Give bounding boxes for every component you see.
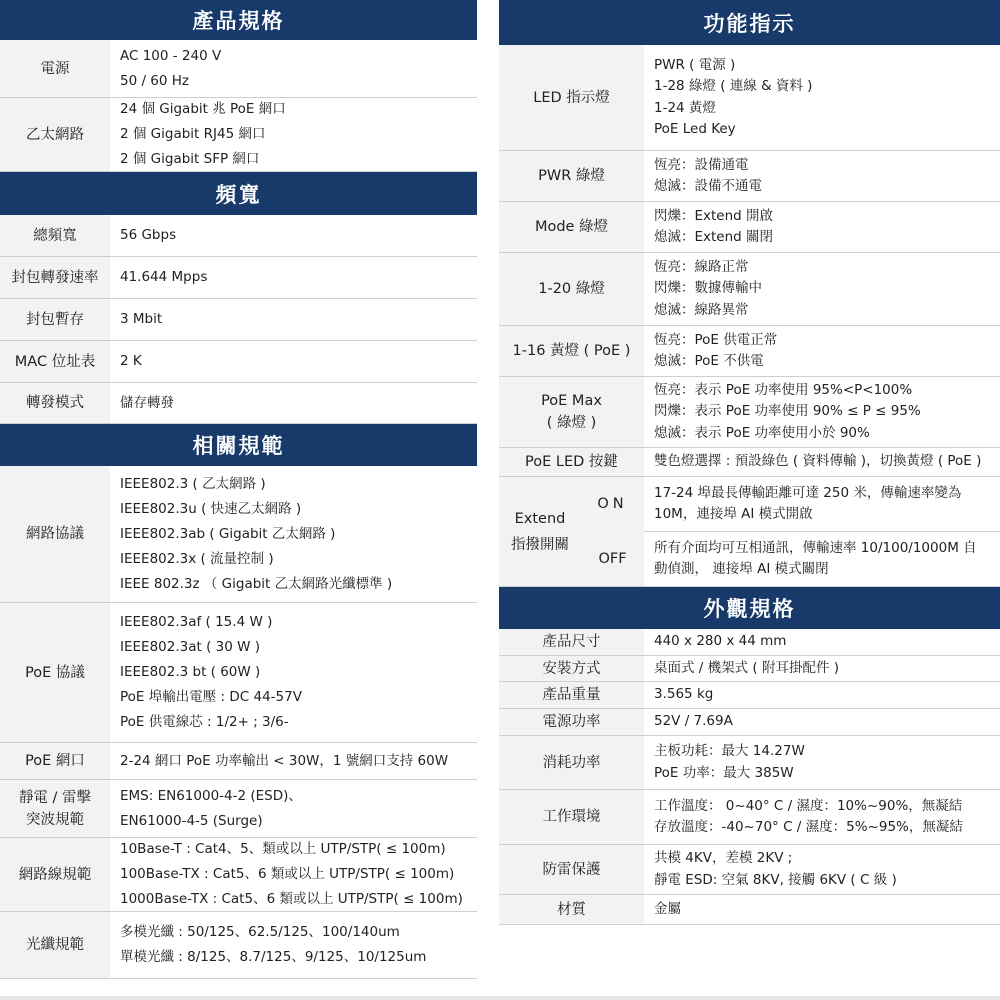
- row-value-line: IEEE802.3af ( 15.4 W ): [120, 614, 273, 630]
- row-value-line: 恆亮：設備通電: [654, 156, 749, 173]
- row-value-line: 桌面式 / 機架式 ( 附耳掛配件 ): [654, 659, 840, 676]
- row-value: [644, 151, 1000, 202]
- row-value-line: 閃爍：數據傳輸中: [654, 280, 762, 297]
- bandwidth-section-title: 頻寬: [215, 182, 262, 207]
- row-label: 1-20 綠燈: [499, 253, 644, 326]
- function-section-title: 功能指示: [703, 11, 796, 36]
- row-label: PoE 網口: [0, 743, 110, 780]
- appearance-section-title: 外觀規格: [703, 597, 796, 621]
- row-value-line: 1-28 綠燈 ( 連線 & 資料 ): [654, 78, 813, 94]
- row-label: 光纖規範: [0, 912, 110, 979]
- row-label: 總頻寬: [0, 215, 110, 257]
- extend-on-line: 10M，連接埠 AI 模式開啟: [654, 506, 813, 522]
- row-value: [644, 656, 1000, 682]
- row-label: 消耗功率: [499, 736, 644, 790]
- row-label: PoE LED 按鍵: [499, 448, 644, 477]
- row-value: [644, 326, 1000, 377]
- row-value-line: 3.565 kg: [654, 686, 714, 703]
- row-value-line: EN61000-4-5 (Surge): [120, 812, 263, 829]
- row-value-line: 恆亮：表示 PoE 功率使用 95%<P<100%: [654, 381, 913, 398]
- extend-off-value: [644, 532, 1000, 587]
- row-label: 封包暫存: [0, 299, 110, 341]
- row-value-line: 2-24 網口 PoE 功率輸出 < 30W，1 號網口支持 60W: [120, 752, 449, 769]
- row-value-line: 50 / 60 Hz: [120, 72, 190, 89]
- bottom-divider: [0, 996, 1000, 1000]
- row-label: 工作環境: [499, 790, 644, 845]
- spec-section-header: [0, 0, 477, 40]
- row-value-line: IEEE802.3 ( 乙太網路 ): [120, 475, 266, 492]
- row-value: [110, 780, 477, 838]
- row-value: [644, 253, 1000, 326]
- row-label: 產品尺寸: [499, 629, 644, 656]
- row-label: 電源: [0, 40, 110, 98]
- spec-table: [0, 40, 477, 172]
- row-label: 安裝方式: [499, 656, 644, 682]
- row-value-line: 440 x 280 x 44 mm: [654, 633, 787, 650]
- row-value: [110, 40, 477, 98]
- row-label: 網路線規範: [0, 838, 110, 912]
- row-value: [110, 341, 477, 383]
- row-value-line: PWR ( 電源 ): [654, 56, 736, 73]
- spec-section-title: 產品規格: [192, 9, 285, 33]
- row-value-line: 恆亮：PoE 供電正常: [654, 331, 778, 348]
- row-value-line: IEEE802.3u ( 快速乙太網路 ): [120, 500, 302, 517]
- row-value-line: 2 個 Gigabit SFP 網口: [120, 151, 260, 167]
- row-value-line: 雙色燈選擇 : 預設綠色 ( 資料傳輸 )，切換黃燈 ( PoE ): [654, 453, 982, 470]
- row-value: [644, 682, 1000, 709]
- right-column: [499, 0, 1000, 925]
- row-value-line: 1000Base-TX : Cat5、6 類或以上 UTP/STP( ≤ 100m): [120, 891, 463, 907]
- row-value-line: 熄滅：Extend 關閉: [654, 229, 774, 245]
- extend-off-label: OFF: [598, 550, 627, 567]
- row-value: [110, 299, 477, 341]
- row-label: 轉發模式: [0, 383, 110, 424]
- row-value: [644, 790, 1000, 845]
- row-label: 產品重量: [499, 682, 644, 709]
- row-value-line: 熄滅：線路異常: [654, 301, 749, 318]
- bandwidth-table: [0, 215, 477, 424]
- row-label: 材質: [499, 895, 644, 925]
- row-value-line: 閃爍：表示 PoE 功率使用 90% ≤ P ≤ 95%: [654, 403, 921, 420]
- row-value-line: 41.644 Mpps: [120, 269, 208, 285]
- row-value: [110, 383, 477, 424]
- row-value: [110, 603, 477, 743]
- row-value-line: IEEE802.3at ( 30 W ): [120, 639, 261, 655]
- row-value-line: 多模光纖 : 50/125、62.5/125、100/140um: [120, 924, 400, 940]
- row-label: MAC 位址表: [0, 341, 110, 383]
- row-value-line: 主板功耗：最大 14.27W: [654, 743, 805, 759]
- row-value-line: IEEE802.3ab ( Gigabit 乙太網路 ): [120, 525, 336, 542]
- row-value: [644, 45, 1000, 151]
- row-value-line: 共模 4KV，差模 2KV ;: [654, 850, 793, 866]
- row-label: LED 指示燈: [499, 45, 644, 151]
- row-value: [644, 202, 1000, 253]
- row-label: PoE 協議: [0, 603, 110, 743]
- row-value: [644, 709, 1000, 736]
- row-value: [110, 912, 477, 979]
- row-value-line: 52V / 7.69A: [654, 713, 733, 730]
- row-label: 電源功率: [499, 709, 644, 736]
- extend-on-value: [644, 477, 1000, 532]
- row-value-line: 熄滅：設備不通電: [654, 178, 762, 194]
- row-label: 乙太網路: [0, 98, 110, 172]
- row-label: PWR 綠燈: [499, 151, 644, 202]
- row-value: [644, 629, 1000, 656]
- function-section-header: [499, 0, 1000, 45]
- row-value-line: 工作溫度： 0~40° C / 濕度：10%~90%，無凝結: [654, 797, 963, 814]
- appearance-table: [499, 629, 1000, 925]
- row-value-line: IEEE802.3 bt ( 60W ): [120, 664, 261, 680]
- row-value-line: EMS: EN61000-4-2 (ESD)、: [120, 787, 302, 804]
- row-label: 網路協議: [0, 466, 110, 603]
- row-value-line: 存放溫度：-40~70° C / 濕度：5%~95%，無凝結: [654, 819, 963, 835]
- row-value: [644, 736, 1000, 790]
- extend-on-line: 17-24 埠最長傳輸距離可達 250 米，傳輸速率變為: [654, 484, 962, 501]
- extend-switch-label: [499, 477, 644, 587]
- row-label: 1-16 黃燈 ( PoE ): [499, 326, 644, 377]
- appearance-section-header: [499, 587, 1000, 629]
- row-value-line: PoE 功率：最大 385W: [654, 764, 794, 781]
- row-value-line: 1-24 黃燈: [654, 99, 716, 116]
- row-value-line: 10Base-T : Cat4、5、類或以上 UTP/STP( ≤ 100m): [120, 841, 446, 857]
- row-label: 靜電 / 雷擊 突波規範: [0, 780, 110, 838]
- row-value: [110, 98, 477, 172]
- row-value-line: PoE 埠輸出電壓 : DC 44-57V: [120, 689, 302, 705]
- extend-switch-values: [644, 477, 1000, 587]
- row-label: 封包轉發速率: [0, 257, 110, 299]
- row-value-line: IEEE 802.3z （ Gigabit 乙太網路光纖標準 ): [120, 575, 393, 592]
- function-table: [499, 45, 1000, 477]
- row-value: [110, 743, 477, 780]
- row-value-line: 恆亮：線路正常: [654, 258, 749, 275]
- row-label: 防雷保護: [499, 845, 644, 895]
- row-value: [110, 466, 477, 603]
- row-label: Mode 綠燈: [499, 202, 644, 253]
- row-value: [110, 838, 477, 912]
- row-value: [644, 377, 1000, 448]
- row-value-line: 儲存轉發: [120, 394, 174, 411]
- row-value-line: 靜電 ESD: 空氣 8KV, 接觸 6KV ( C 級 ): [654, 871, 897, 888]
- row-value-line: 閃爍：Extend 開啟: [654, 207, 774, 224]
- extend-switch-table: [499, 477, 1000, 587]
- row-value-line: 2 個 Gigabit RJ45 網口: [120, 126, 266, 142]
- row-value-line: AC 100 - 240 V: [120, 47, 222, 64]
- extend-switch-name: [499, 477, 581, 586]
- standards-section-title: 相關規範: [192, 434, 285, 458]
- standards-table: [0, 466, 477, 979]
- bandwidth-section-header: [0, 172, 477, 215]
- row-value: [110, 257, 477, 299]
- row-value: [644, 895, 1000, 925]
- row-value-line: IEEE802.3x ( 流量控制 ): [120, 550, 274, 567]
- row-value-line: 3 Mbit: [120, 311, 163, 327]
- row-value-line: 金屬: [654, 900, 681, 917]
- row-value-line: PoE Led Key: [654, 121, 736, 137]
- row-value: [644, 448, 1000, 477]
- row-value-line: 24 個 Gigabit 兆 PoE 網口: [120, 101, 286, 117]
- left-column: [0, 0, 477, 979]
- row-value-line: PoE 供電線芯 : 1/2+ ; 3/6-: [120, 714, 289, 730]
- extend-off-line: 動偵測， 連接埠 AI 模式關閉: [654, 561, 829, 577]
- extend-off-line: 所有介面均可互相通訊，傳輸速率 10/100/1000M 自: [654, 539, 977, 556]
- extend-label-line1: Extend: [514, 510, 566, 527]
- row-value-line: 100Base-TX : Cat5、6 類或以上 UTP/STP( ≤ 100m): [120, 866, 455, 882]
- row-label: PoE Max ( 綠燈 ): [499, 377, 644, 448]
- row-value-line: 熄滅：表示 PoE 功率使用小於 90%: [654, 424, 870, 441]
- row-value: [644, 845, 1000, 895]
- row-value: [110, 215, 477, 257]
- row-value-line: 56 Gbps: [120, 227, 177, 243]
- row-value-line: 熄滅：PoE 不供電: [654, 353, 764, 369]
- extend-on-label: ON: [597, 496, 628, 513]
- row-value-line: 單模光纖 : 8/125、8.7/125、9/125、10/125um: [120, 949, 427, 965]
- standards-section-header: [0, 424, 477, 466]
- extend-label-line2: 指撥開關: [511, 536, 569, 553]
- row-value-line: 2 K: [120, 353, 142, 369]
